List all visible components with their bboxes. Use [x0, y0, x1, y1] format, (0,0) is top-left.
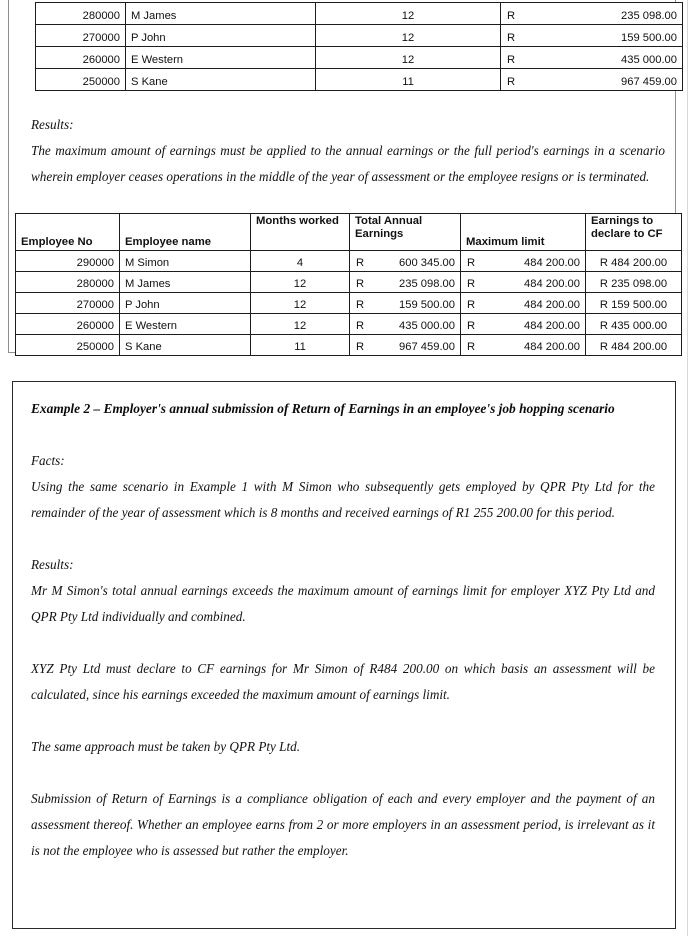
- cell-total-annual-earnings: [501, 25, 683, 47]
- scan-edge: [687, 0, 692, 936]
- results-two-paragraph-4: Submission of Return of Earnings is a compliance obligation of each and every employer and the payment of an assessment thereof. Whether an employee earns from 2 or more employers in an assessment period, is irrelevant as it is not the employee who is assessed but rather the employer.: [31, 791, 655, 858]
- results-section-one: [31, 112, 665, 190]
- cell-months-worked: 12: [251, 272, 350, 293]
- cell-total-annual-earnings: [350, 293, 461, 314]
- cell-employee-name: M Simon: [120, 251, 251, 272]
- results-one-label: Results:: [31, 117, 74, 132]
- cell-employee-no: 290000: [16, 251, 120, 272]
- cell-months-worked: 12: [316, 47, 501, 69]
- table-row: [36, 3, 683, 25]
- results-two-paragraph-3: The same approach must be taken by QPR Pty Ltd.: [31, 739, 301, 754]
- example-two-content: [31, 396, 657, 928]
- cell-employee-no: 280000: [16, 272, 120, 293]
- header-employee-no: Employee No: [16, 214, 120, 251]
- results-two-paragraph-1: Mr M Simon's total annual earnings exceeds the maximum amount of earnings limit for employer XYZ Pty Ltd and QPR Pty Ltd individually and combined.: [31, 583, 655, 624]
- header-total-annual-earnings: Total Annual Earnings: [350, 214, 461, 251]
- cell-maximum-limit: [461, 335, 586, 356]
- table-row: [36, 69, 683, 91]
- cell-employee-no: 270000: [16, 293, 120, 314]
- earnings-declaration-table: [15, 213, 682, 356]
- cell-employee-no: 260000: [36, 47, 126, 69]
- cell-total-annual-earnings: [350, 272, 461, 293]
- rand-amount: 235 098.00: [621, 10, 677, 23]
- cell-earnings-to-declare: R 484 200.00: [586, 335, 682, 356]
- cell-months-worked: 11: [251, 335, 350, 356]
- table-header-row: [16, 214, 682, 251]
- rand-symbol: R: [467, 257, 476, 270]
- cell-maximum-limit: [461, 314, 586, 335]
- cell-employee-no: 270000: [36, 25, 126, 47]
- spacer: [31, 630, 657, 656]
- cell-maximum-limit: [461, 272, 586, 293]
- rand-symbol: R: [467, 278, 476, 291]
- rand-amount: 435 000.00: [399, 320, 455, 333]
- rand-symbol: R: [467, 341, 476, 354]
- rand-amount: 484 200.00: [524, 299, 580, 312]
- rand-symbol: R: [507, 10, 516, 23]
- rand-amount: 235 098.00: [399, 278, 455, 291]
- rand-symbol: R: [356, 299, 365, 312]
- cell-employee-name: M James: [126, 3, 316, 25]
- cell-months-worked: 11: [316, 69, 501, 91]
- table-row: [16, 251, 682, 272]
- rand-symbol: R: [356, 341, 365, 354]
- cell-months-worked: 4: [251, 251, 350, 272]
- cell-employee-name: S Kane: [120, 335, 251, 356]
- cell-employee-name: E Western: [126, 47, 316, 69]
- cell-employee-no: 250000: [16, 335, 120, 356]
- spacer: [31, 422, 657, 448]
- cell-employee-name: P John: [126, 25, 316, 47]
- rand-symbol: R: [507, 32, 516, 45]
- cell-months-worked: 12: [316, 25, 501, 47]
- table-two-header: [16, 214, 682, 251]
- earnings-table-continuation: [35, 2, 683, 91]
- cell-employee-no: 250000: [36, 69, 126, 91]
- header-maximum-limit: Maximum limit: [461, 214, 586, 251]
- rand-symbol: R: [356, 320, 365, 333]
- cell-months-worked: 12: [251, 293, 350, 314]
- cell-total-annual-earnings: [501, 3, 683, 25]
- results-two-paragraph-2: XYZ Pty Ltd must declare to CF earnings for Mr Simon of R484 200.00 on which basis an assessment will be calculated, since his earnings exceeded the maximum amount of earnings limit.: [31, 661, 655, 702]
- rand-amount: 159 500.00: [399, 299, 455, 312]
- cell-maximum-limit: [461, 251, 586, 272]
- rand-symbol: R: [507, 76, 516, 89]
- table-row: [16, 314, 682, 335]
- cell-employee-name: E Western: [120, 314, 251, 335]
- facts-paragraph: Using the same scenario in Example 1 with M Simon who subsequently gets employed by QPR Pty Ltd for the remainder of the year of assessment which is 8 months and received earnings of R1 255 200.00 for this period.: [31, 479, 655, 520]
- cell-earnings-to-declare: R 435 000.00: [586, 314, 682, 335]
- table-row: [16, 335, 682, 356]
- table-row: [36, 47, 683, 69]
- cell-total-annual-earnings: [501, 69, 683, 91]
- header-employee-name: Employee name: [120, 214, 251, 251]
- rand-amount: 159 500.00: [621, 32, 677, 45]
- cell-earnings-to-declare: R 159 500.00: [586, 293, 682, 314]
- cell-total-annual-earnings: [350, 335, 461, 356]
- cell-months-worked: 12: [316, 3, 501, 25]
- spacer: [31, 526, 657, 552]
- rand-amount: 484 200.00: [524, 257, 580, 270]
- cell-total-annual-earnings: [501, 47, 683, 69]
- rand-symbol: R: [467, 299, 476, 312]
- cell-employee-no: 260000: [16, 314, 120, 335]
- upper-page-section: [8, 0, 676, 353]
- example-two-callout-box: [12, 381, 676, 929]
- cell-total-annual-earnings: [350, 314, 461, 335]
- rand-symbol: R: [356, 278, 365, 291]
- example-two-heading: Example 2 – Employer's annual submission of Return of Earnings in an employee's job hopping scenario: [31, 401, 615, 416]
- rand-amount: 967 459.00: [621, 76, 677, 89]
- spacer: [31, 708, 657, 734]
- header-months-worked: Months worked: [251, 214, 350, 251]
- cell-employee-name: S Kane: [126, 69, 316, 91]
- rand-symbol: R: [356, 257, 365, 270]
- cell-total-annual-earnings: [350, 251, 461, 272]
- rand-amount: 435 000.00: [621, 54, 677, 67]
- facts-label: Facts:: [31, 453, 65, 468]
- rand-amount: 600 345.00: [399, 257, 455, 270]
- cell-earnings-to-declare: R 484 200.00: [586, 251, 682, 272]
- rand-amount: 484 200.00: [524, 320, 580, 333]
- header-earnings-to-declare: Earnings to declare to CF: [586, 214, 682, 251]
- cell-months-worked: 12: [251, 314, 350, 335]
- cell-earnings-to-declare: R 235 098.00: [586, 272, 682, 293]
- spacer: [31, 760, 657, 786]
- table-row: [16, 272, 682, 293]
- results-two-label: Results:: [31, 557, 74, 572]
- cell-employee-name: P John: [120, 293, 251, 314]
- table-row: [36, 25, 683, 47]
- results-one-paragraph: The maximum amount of earnings must be applied to the annual earnings or the full period's earnings in a scenario wherein employer ceases operations in the middle of the year of assessment or the employee resigns or is terminated.: [31, 143, 665, 184]
- cell-employee-name: M James: [120, 272, 251, 293]
- table-row: [16, 293, 682, 314]
- rand-amount: 484 200.00: [524, 341, 580, 354]
- rand-amount: 484 200.00: [524, 278, 580, 291]
- rand-symbol: R: [467, 320, 476, 333]
- cell-employee-no: 280000: [36, 3, 126, 25]
- rand-amount: 967 459.00: [399, 341, 455, 354]
- rand-symbol: R: [507, 54, 516, 67]
- table-one-body: [36, 3, 683, 91]
- cell-maximum-limit: [461, 293, 586, 314]
- table-two-body: [16, 251, 682, 356]
